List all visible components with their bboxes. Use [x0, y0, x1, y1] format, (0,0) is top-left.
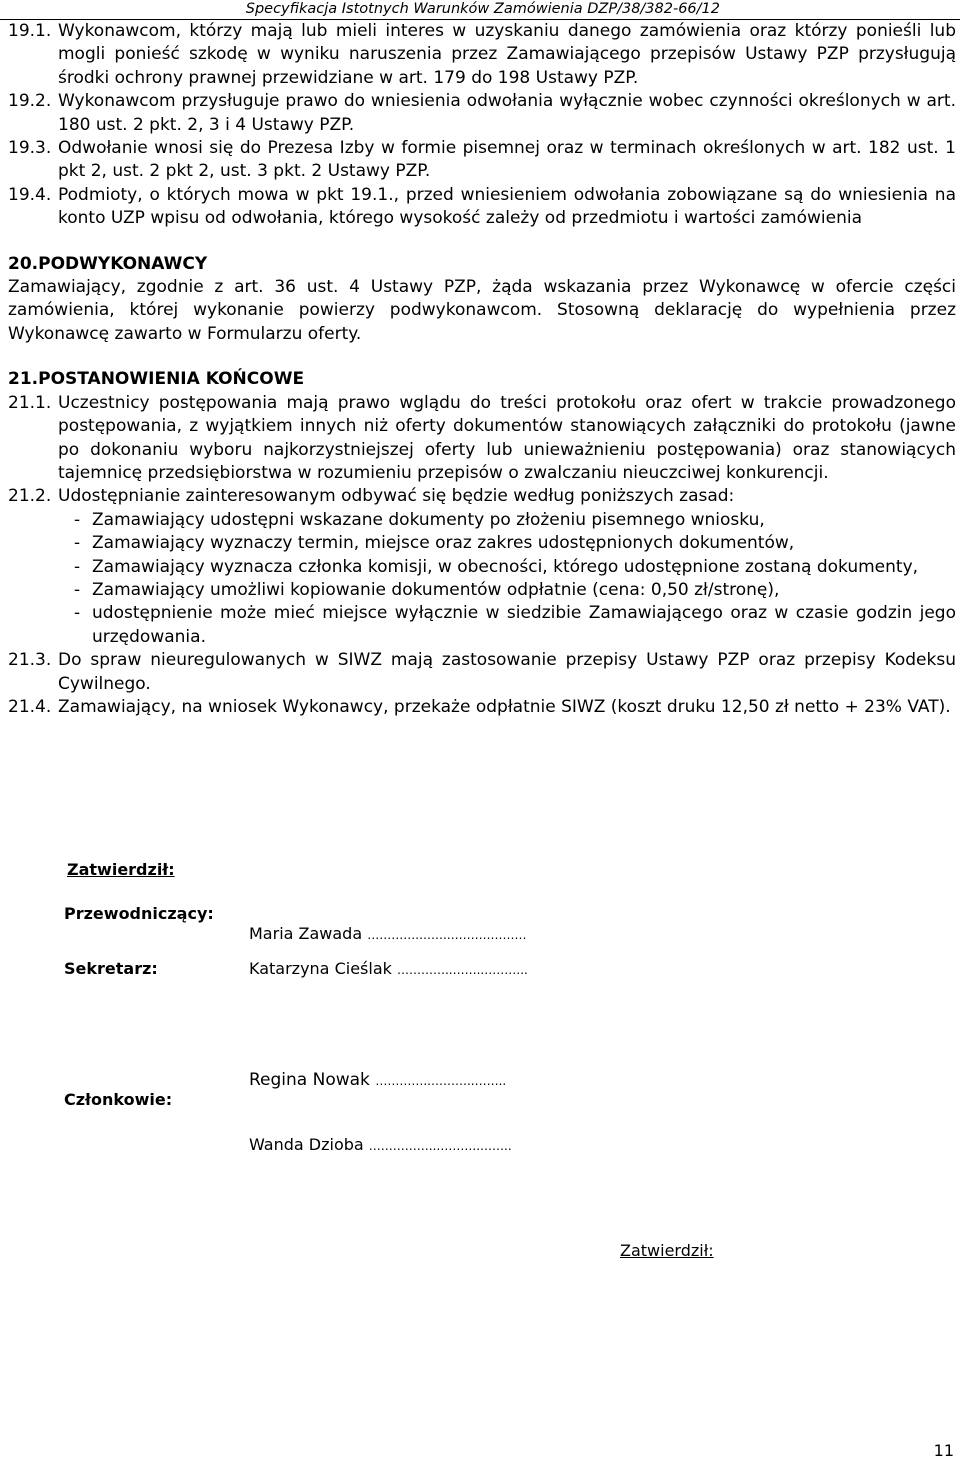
clause-text: Wykonawcom przysługuje prawo do wniesienia odwołania wyłącznie wobec czynności określonych w art. 180 ust. 2 pkt. 2, 3 i 4 Ustawy PZP. — [58, 91, 956, 135]
list-item — [58, 602, 956, 649]
clause-text: Podmioty, o których mowa w pkt 19.1., przed wniesieniem odwołania zobowiązane są do wniesienia na konto UZP wpisu od odwołania, którego wysokość zależy od przedmiotu i wartości zamówienia — [58, 184, 956, 229]
clause-text: Odwołanie wnosi się do Prezesa Izby w formie pisemnej oraz w terminach określonych w art. 182 ust. 1 pkt 2, ust. 2 pkt 2, ust. 3 pkt. 2 Ustawy PZP. — [58, 138, 956, 182]
clause-body — [58, 485, 956, 649]
dash-bullet: - — [74, 556, 81, 577]
section-21-heading: 21.POSTANOWIENIA KOŃCOWE — [8, 369, 305, 390]
clause-19-4 — [8, 184, 956, 231]
signature-dots: …………..……..……….. — [396, 963, 528, 977]
member2-signature — [249, 1135, 512, 1154]
clause-number: 21.2. — [8, 486, 52, 507]
chair-signature — [249, 924, 527, 943]
list-item — [58, 509, 956, 532]
list-item — [58, 556, 956, 579]
members-label: Członkowie: — [64, 1090, 173, 1109]
clause-number: 19.4. — [8, 184, 52, 205]
document-body — [8, 20, 956, 719]
secretary-label: Sekretarz: — [64, 959, 158, 978]
dash-bullet: - — [74, 579, 81, 600]
list-item-text: Zamawiający udostępni wskazane dokumenty po złożeniu pisemnego wniosku, — [92, 509, 765, 530]
member1-signature — [249, 1070, 506, 1090]
signature-dots: ……………..………..…….. — [368, 1139, 512, 1153]
clause-number: 19.1. — [8, 21, 52, 41]
clause-number: 21.3. — [8, 650, 52, 671]
section-20-heading: 20.PODWYKONAWCY — [8, 253, 208, 274]
section-20-text: Zamawiający, zgodnie z art. 36 ust. 4 Ustawy PZP, żąda wskazania przez Wykonawcę w ofercie części zamówienia, której wykonanie powierzy podwykonawcom. Stosowną deklarację do wypełnienia przez Wykonawcę zawarto w Formularzu oferty. — [8, 277, 956, 344]
member2-name: Wanda Dzioba — [249, 1135, 364, 1154]
list-item-text: Zamawiający umożliwi kopiowanie dokumentów odpłatnie (cena: 0,50 zł/stronę), — [92, 579, 780, 600]
list-item — [58, 532, 956, 555]
chair-label: Przewodniczący: — [64, 904, 214, 923]
dash-bullet: - — [74, 533, 81, 554]
list-item-text: Zamawiający wyznacza członka komisji, w obecności, którego udostępnione zostaną dokumenty, — [92, 556, 919, 577]
clause-text: Udostępnianie zainteresowanym odbywać się będzie według poniższych zasad: — [58, 486, 735, 507]
list-item-text: udostępnienie może mieć miejsce wyłącznie w siedzibie Zamawiającego oraz w czasie godzin jego urzędowania. — [92, 603, 956, 647]
signature-dots: ………….……..……….……… — [367, 928, 527, 942]
clause-number: 19.2. — [8, 91, 52, 112]
page-number: 11 — [933, 1441, 954, 1460]
dash-bullet: - — [74, 603, 81, 624]
clause-text: Zamawiający, na wniosek Wykonawcy, przekaże odpłatnie SIWZ (koszt druku 12,50 zł netto + 23% VAT). — [58, 696, 951, 717]
clause-number: 21.1. — [8, 392, 52, 413]
clause-19-3 — [8, 137, 956, 184]
approved-title-2: Zatwierdził: — [620, 1241, 714, 1260]
clause-21-2 — [8, 485, 956, 649]
clause-text: Wykonawcom, którzy mają lub mieli interes w uzyskaniu danego zamówienia oraz którzy ponieśli lub mogli ponieść szkodę w wyniku naruszenia przez Zamawiającego przepisów Ustawy PZP przysługują środki ochrony prawnej przewidziane w art. 179 do 198 Ustawy PZP. — [58, 21, 956, 88]
approved-title: Zatwierdził: — [67, 860, 175, 879]
clause-21-1 — [8, 392, 956, 486]
list-item — [58, 579, 956, 602]
secretary-signature — [249, 959, 528, 978]
dash-bullet: - — [74, 509, 81, 530]
clause-number: 21.4. — [8, 696, 52, 717]
clause-21-3 — [8, 649, 956, 696]
rules-list — [58, 509, 956, 649]
list-item-text: Zamawiający wyznaczy termin, miejsce oraz zakres udostępnionych dokumentów, — [92, 533, 795, 554]
clause-19-2 — [8, 90, 956, 137]
clause-text: Do spraw nieuregulowanych w SIWZ mają zastosowanie przepisy Ustawy PZP oraz przepisy Kodeksu Cywilnego. — [58, 650, 956, 694]
secretary-name: Katarzyna Cieślak — [249, 959, 392, 978]
clause-19-1 — [8, 20, 956, 90]
clause-text: Uczestnicy postępowania mają prawo wglądu do treści protokołu oraz ofert w trakcie prowadzonego postępowania, z wyjątkiem innych niż oferty dokumentów stanowiących załączniki do protokołu (jawne po dokonaniu wyboru najkorzystniejszej oferty lub unieważnieniu postępowania) oraz stanowiących tajemnicę przedsiębiorstwa w rozumieniu przepisów o zwalczaniu nieuczciwej konkurencji. — [58, 392, 956, 483]
member1-name: Regina Nowak — [249, 1070, 370, 1090]
chair-name: Maria Zawada — [249, 924, 363, 943]
clause-21-4 — [8, 696, 956, 719]
signature-dots: …………..………..…….. — [375, 1074, 507, 1088]
document-header: Specyfikacja Istotnych Warunków Zamówienia DZP/38/382-66/12 — [245, 1, 720, 17]
clause-number: 19.3. — [8, 138, 52, 159]
